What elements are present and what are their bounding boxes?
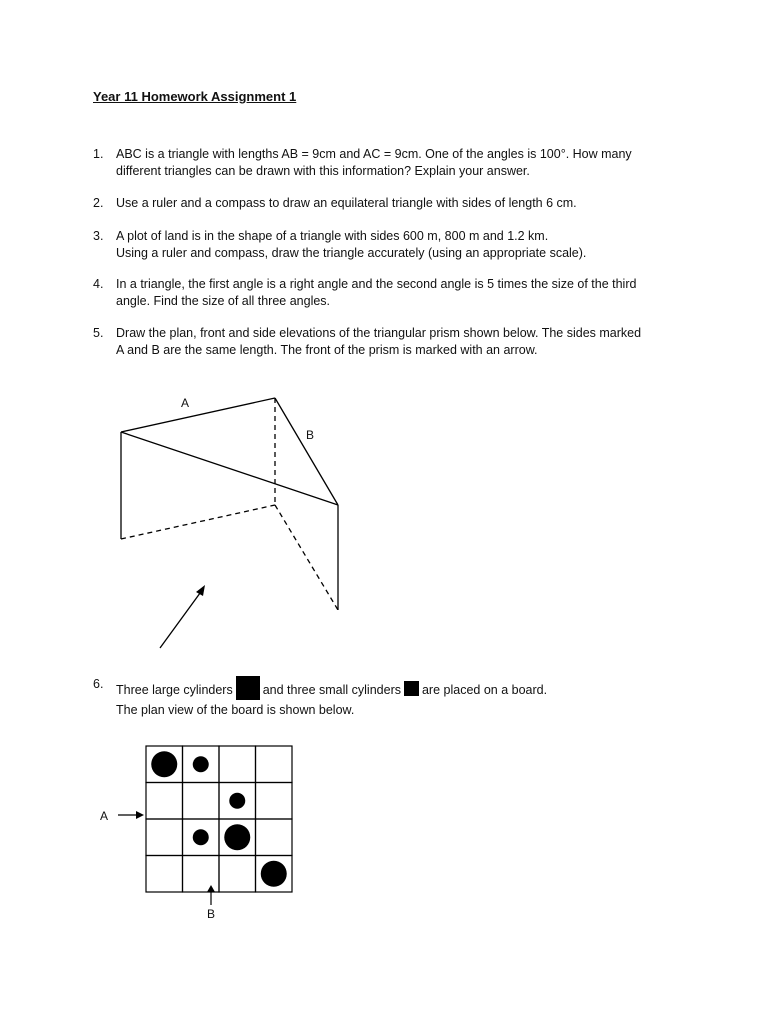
question-text: Use a ruler and a compass to draw an equilateral triangle with sides of length 6 cm. — [116, 196, 577, 210]
question-number: 6. — [93, 677, 104, 691]
question-2 — [93, 195, 693, 212]
board-cell — [183, 856, 220, 893]
prism-edge — [121, 432, 338, 505]
question-text: A and B are the same length. The front of the prism is marked with an arrow. — [116, 342, 538, 357]
board-label-a: A — [100, 809, 109, 823]
question-5 — [93, 325, 693, 358]
prism-edge — [275, 398, 338, 505]
small-cylinder — [193, 829, 209, 845]
large-cylinder — [224, 824, 250, 850]
page-title: Year 11 Homework Assignment 1 — [93, 89, 297, 104]
question-text: The plan view of the board is shown below. — [116, 703, 355, 717]
question-text: angle. Find the size of all three angles. — [116, 293, 331, 308]
board-cell — [183, 783, 220, 820]
question-text-part: and three small cylinders — [262, 683, 401, 697]
board-cell — [146, 856, 183, 893]
question-text-part: Three large cylinders — [116, 683, 233, 697]
board-cell — [256, 783, 293, 820]
small-cylinder — [193, 756, 209, 772]
board-arrow-b-head — [207, 885, 215, 892]
board-cell — [256, 819, 293, 856]
question-1 — [93, 146, 693, 179]
question-number: 5. — [93, 326, 104, 340]
front-arrow — [160, 589, 203, 648]
prism-diagram — [0, 380, 768, 680]
large-cylinder-icon — [236, 676, 260, 700]
prism-label-a: A — [181, 396, 190, 410]
board-cell — [219, 856, 256, 893]
question-number: 3. — [93, 229, 104, 243]
question-text: In a triangle, the first angle is a right angle and the second angle is 5 times the size of the third — [116, 277, 637, 291]
question-text: ABC is a triangle with lengths AB = 9cm and AC = 9cm. One of the angles is 100°. How many — [116, 147, 632, 161]
question-6 — [93, 676, 693, 719]
board-cell — [146, 819, 183, 856]
board-diagram — [0, 735, 768, 935]
prism-label-b: B — [306, 428, 315, 442]
board-label-b: B — [207, 907, 216, 921]
small-cylinder-icon — [404, 681, 419, 696]
question-text-part: are placed on a board. — [421, 683, 548, 697]
question-text: A plot of land is in the shape of a triangle with sides 600 m, 800 m and 1.2 km. — [116, 229, 549, 243]
question-number: 1. — [93, 147, 104, 161]
large-cylinder — [151, 751, 177, 777]
question-text: Using a ruler and compass, draw the triangle accurately (using an appropriate scale). — [116, 245, 587, 260]
large-cylinder — [261, 861, 287, 887]
question-text: Draw the plan, front and side elevations of the triangular prism shown below. The sides marked — [116, 326, 642, 340]
question-number: 2. — [93, 196, 104, 210]
small-cylinder — [229, 793, 245, 809]
question-number: 4. — [93, 277, 104, 291]
board-cell — [146, 783, 183, 820]
board-cell — [219, 746, 256, 783]
question-3 — [93, 228, 693, 261]
prism-edge — [121, 398, 275, 432]
front-arrow-head — [196, 585, 205, 596]
prism-hidden-edge — [275, 505, 338, 610]
question-text: different triangles can be drawn with this information? Explain your answer. — [116, 163, 530, 178]
question-4 — [93, 276, 693, 309]
board-cell — [256, 746, 293, 783]
board-arrow-a-head — [136, 811, 144, 819]
prism-hidden-edge — [121, 505, 275, 539]
question-text — [116, 676, 693, 700]
